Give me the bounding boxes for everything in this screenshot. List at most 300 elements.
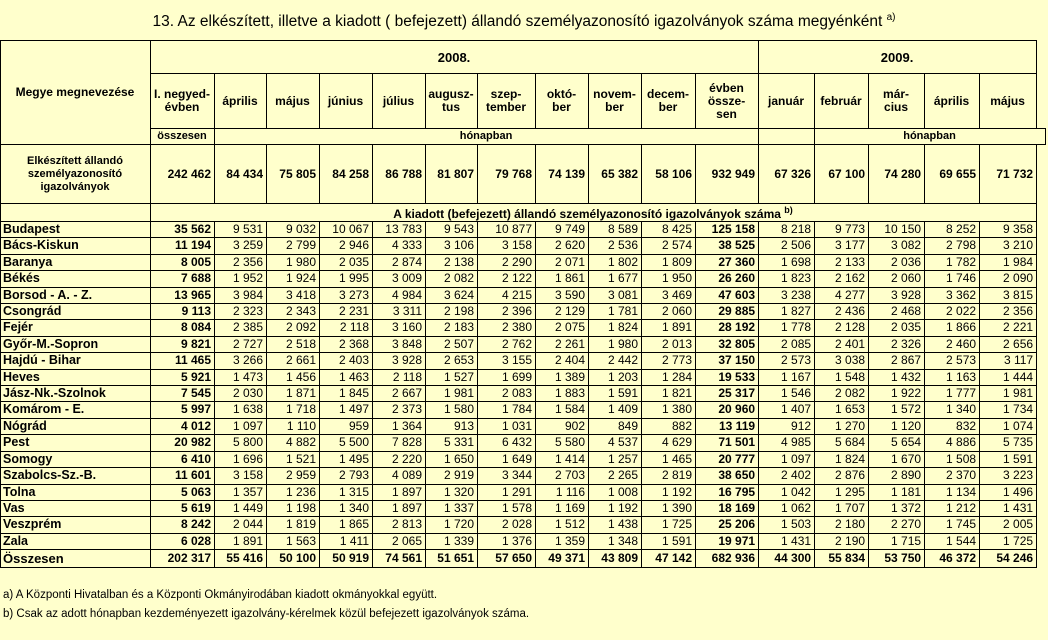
county-name: Komárom - E. [1,402,151,418]
value-cell: 3 928 [373,353,426,369]
value-cell: 1 376 [478,533,536,549]
value-cell: 2 270 [869,517,925,533]
value-cell: 1 580 [426,402,478,418]
made-value-cell: 84 258 [320,145,373,204]
value-cell: 1 414 [536,451,589,467]
value-cell: 1 802 [589,254,642,270]
value-cell: 2 468 [869,304,925,320]
value-cell: 2 667 [373,386,426,402]
value-cell: 3 158 [215,468,267,484]
value-cell: 1 572 [869,402,925,418]
made-value-cell: 84 434 [215,145,267,204]
table-row [1,222,1046,238]
value-cell: 2 620 [536,238,589,254]
value-cell: 2 574 [642,238,696,254]
value-cell: 3 362 [925,287,980,303]
table-row [1,517,1046,533]
value-cell: 1 120 [869,418,925,434]
value-cell: 3 117 [980,353,1037,369]
value-cell: 1 508 [925,451,980,467]
value-cell: 8 589 [589,222,642,238]
table-row [1,271,1046,287]
table-row [1,484,1046,500]
value-cell: 3 223 [980,468,1037,484]
footnote-b: b) Csak az adott hónapban kezdeményezett igazolvány-kérelmek közül befejezett igazolványok száma. [3,608,530,620]
made-value-cell: 932 949 [696,145,759,204]
value-cell: 10 067 [320,222,373,238]
value-cell: 1 638 [215,402,267,418]
value-cell: 1 284 [642,369,696,385]
value-cell: 11 601 [151,468,215,484]
total-value-cell: 57 650 [478,550,536,568]
value-cell: 7 828 [373,435,426,451]
total-value-cell: 202 317 [151,550,215,568]
value-cell: 1 824 [815,451,869,467]
county-name: Heves [1,369,151,385]
made-value-cell: 74 280 [869,145,925,204]
data-table [0,40,1046,568]
county-name: Vas [1,500,151,516]
value-cell: 8 218 [759,222,815,238]
value-cell: 1 777 [925,386,980,402]
value-cell: 2 005 [980,517,1037,533]
value-cell: 2 265 [589,468,642,484]
total-value-cell: 74 561 [373,550,426,568]
value-cell: 2 380 [478,320,536,336]
value-cell: 2 404 [536,353,589,369]
value-cell: 2 396 [478,304,536,320]
value-cell: 1 181 [869,484,925,500]
title-footnote-mark: a) [886,12,896,23]
total-value-cell: 47 142 [642,550,696,568]
total-value-cell: 51 651 [426,550,478,568]
value-cell: 13 965 [151,287,215,303]
value-cell: 2 030 [215,386,267,402]
month-header-2008: szep-tember [478,74,536,129]
value-cell: 2 798 [925,238,980,254]
table-title [0,0,1048,38]
value-cell: 3 984 [215,287,267,303]
value-cell: 1 527 [426,369,478,385]
made-value-cell: 74 139 [536,145,589,204]
total-row [1,550,1046,568]
value-cell: 2 876 [815,468,869,484]
county-name: Pest [1,435,151,451]
value-cell: 2 401 [815,336,869,352]
county-column-header: Megye megnevezése [1,41,151,145]
value-cell: 2 118 [373,369,426,385]
value-cell: 28 192 [696,320,759,336]
value-cell: 1 192 [589,500,642,516]
value-cell: 7 545 [151,386,215,402]
month-header-2008: július [373,74,426,129]
county-name: Tolna [1,484,151,500]
value-cell: 902 [536,418,589,434]
value-cell: 5 619 [151,500,215,516]
value-cell: 1 167 [759,369,815,385]
value-cell: 6 028 [151,533,215,549]
total-label: Összesen [1,550,151,568]
county-name: Jász-Nk.-Szolnok [1,386,151,402]
osszesen-subheader: összesen [151,129,215,145]
value-cell: 1 463 [320,369,373,385]
value-cell: 1 725 [980,533,1037,549]
value-cell: 8 084 [151,320,215,336]
value-cell: 1 449 [215,500,267,516]
value-cell: 5 684 [815,435,869,451]
value-cell: 1 734 [980,402,1037,418]
value-cell: 1 845 [320,386,373,402]
value-cell: 3 155 [478,353,536,369]
value-cell: 3 160 [373,320,426,336]
value-cell: 1 546 [759,386,815,402]
value-cell: 1 746 [925,271,980,287]
value-cell: 1 698 [759,254,815,270]
value-cell: 2 773 [642,353,696,369]
value-cell: 1 745 [925,517,980,533]
value-cell: 2 867 [869,353,925,369]
value-cell: 1 134 [925,484,980,500]
value-cell: 5 800 [215,435,267,451]
value-cell: 2 518 [267,336,320,352]
value-cell: 2 356 [980,304,1037,320]
value-cell: 3 848 [373,336,426,352]
value-cell: 9 032 [267,222,320,238]
value-cell: 1 984 [980,254,1037,270]
value-cell: 1 372 [869,500,925,516]
table-row [1,320,1046,336]
value-cell: 2 890 [869,468,925,484]
county-name: Veszprém [1,517,151,533]
total-value-cell: 682 936 [696,550,759,568]
value-cell: 1 591 [642,533,696,549]
value-cell: 3 238 [759,287,815,303]
month-header-2008: októ-ber [536,74,589,129]
value-cell: 1 922 [869,386,925,402]
month-header-2009: április [925,74,980,129]
value-cell: 1 897 [373,484,426,500]
value-cell: 3 469 [642,287,696,303]
value-cell: 5 063 [151,484,215,500]
month-header-2008: decem-ber [642,74,696,129]
total-value-cell: 46 372 [925,550,980,568]
table-row [1,369,1046,385]
value-cell: 125 158 [696,222,759,238]
value-cell: 1 544 [925,533,980,549]
value-cell: 2 819 [642,468,696,484]
value-cell: 849 [589,418,642,434]
value-cell: 2 356 [215,254,267,270]
value-cell: 3 590 [536,287,589,303]
year-2009-header: 2009. [759,41,1037,74]
value-cell: 1 337 [426,500,478,516]
value-cell: 1 389 [536,369,589,385]
value-cell: 5 331 [426,435,478,451]
table-row [1,418,1046,434]
value-cell: 13 783 [373,222,426,238]
honapban-subheader-2009: hónapban [815,129,1046,145]
value-cell: 4 012 [151,418,215,434]
value-cell: 2 035 [869,320,925,336]
value-cell: 2 442 [589,353,642,369]
made-value-cell: 81 807 [426,145,478,204]
value-cell: 2 919 [426,468,478,484]
value-cell: 1 495 [320,451,373,467]
value-cell: 2 162 [815,271,869,287]
made-value-cell: 71 732 [980,145,1037,204]
made-value-cell: 67 326 [759,145,815,204]
table-row [1,468,1046,484]
county-name: Hajdú - Bihar [1,353,151,369]
value-cell: 1 782 [925,254,980,270]
value-cell: 2 022 [925,304,980,320]
value-cell: 4 537 [589,435,642,451]
value-cell: 2 082 [815,386,869,402]
value-cell: 1 497 [320,402,373,418]
value-cell: 1 315 [320,484,373,500]
value-cell: 1 725 [642,517,696,533]
total-value-cell: 55 834 [815,550,869,568]
value-cell: 3 038 [815,353,869,369]
value-cell: 2 065 [373,533,426,549]
value-cell: 1 062 [759,500,815,516]
value-cell: 2 128 [815,320,869,336]
value-cell: 4 886 [925,435,980,451]
q1-header: I. negyed-évben [151,74,215,129]
value-cell: 4 277 [815,287,869,303]
value-cell: 2 035 [320,254,373,270]
month-header-2008: június [320,74,373,129]
value-cell: 4 984 [373,287,426,303]
total-value-cell: 53 750 [869,550,925,568]
value-cell: 1 496 [980,484,1037,500]
value-cell: 1 823 [759,271,815,287]
made-value-cell: 67 100 [815,145,869,204]
month-header-2008: április [215,74,267,129]
value-cell: 2 060 [869,271,925,287]
county-name: Csongrád [1,304,151,320]
total-value-cell: 44 300 [759,550,815,568]
value-cell: 2 959 [267,468,320,484]
value-cell: 3 009 [373,271,426,287]
table-row [1,500,1046,516]
value-cell: 2 013 [642,336,696,352]
value-cell: 913 [426,418,478,434]
value-cell: 2 129 [536,304,589,320]
value-cell: 1 512 [536,517,589,533]
county-name: Borsod - A. - Z. [1,287,151,303]
value-cell: 1 980 [267,254,320,270]
value-cell: 2 028 [478,517,536,533]
made-value-cell: 65 382 [589,145,642,204]
value-cell: 832 [925,418,980,434]
value-cell: 1 444 [980,369,1037,385]
value-cell: 2 133 [815,254,869,270]
value-cell: 2 323 [215,304,267,320]
value-cell: 2 085 [759,336,815,352]
value-cell: 1 677 [589,271,642,287]
made-value-cell: 242 462 [151,145,215,204]
table-row [1,336,1046,352]
value-cell: 4 882 [267,435,320,451]
value-cell: 1 390 [642,500,696,516]
value-cell: 29 885 [696,304,759,320]
value-cell: 71 501 [696,435,759,451]
value-cell: 1 198 [267,500,320,516]
annual-total-header: évben össze-sen [696,74,759,129]
total-value-cell: 49 371 [536,550,589,568]
title-text: 13. Az elkészített, illetve a kiadott ( befejezett) állandó személyazonosító igazolványok száma megyénként [152,13,883,30]
value-cell: 3 311 [373,304,426,320]
value-cell: 2 060 [642,304,696,320]
value-cell: 2 460 [925,336,980,352]
value-cell: 1 042 [759,484,815,500]
value-cell: 1 432 [869,369,925,385]
value-cell: 3 624 [426,287,478,303]
value-cell: 4 215 [478,287,536,303]
value-cell: 1 097 [215,418,267,434]
value-cell: 3 344 [478,468,536,484]
value-cell: 13 119 [696,418,759,434]
value-cell: 1 924 [267,271,320,287]
value-cell: 2 946 [320,238,373,254]
month-header-2008: május [267,74,320,129]
value-cell: 3 259 [215,238,267,254]
value-cell: 25 317 [696,386,759,402]
value-cell: 2 326 [869,336,925,352]
value-cell: 912 [759,418,815,434]
value-cell: 20 777 [696,451,759,467]
value-cell: 2 874 [373,254,426,270]
value-cell: 2 370 [925,468,980,484]
value-cell: 2 190 [815,533,869,549]
value-cell: 1 548 [815,369,869,385]
value-cell: 1 866 [925,320,980,336]
value-cell: 26 260 [696,271,759,287]
value-cell: 2 343 [267,304,320,320]
value-cell: 4 985 [759,435,815,451]
county-name: Nógrád [1,418,151,434]
value-cell: 1 438 [589,517,642,533]
total-value-cell: 50 100 [267,550,320,568]
value-cell: 1 865 [320,517,373,533]
value-cell: 11 465 [151,353,215,369]
value-cell: 1 110 [267,418,320,434]
value-cell: 1 465 [642,451,696,467]
value-cell: 5 580 [536,435,589,451]
value-cell: 1 696 [215,451,267,467]
value-cell: 1 824 [589,320,642,336]
value-cell: 5 654 [869,435,925,451]
value-cell: 1 809 [642,254,696,270]
value-cell: 32 805 [696,336,759,352]
total-value-cell: 54 246 [980,550,1037,568]
value-cell: 3 266 [215,353,267,369]
value-cell: 18 169 [696,500,759,516]
value-cell: 2 661 [267,353,320,369]
table-row [1,254,1046,270]
value-cell: 1 591 [980,451,1037,467]
value-cell: 37 150 [696,353,759,369]
value-cell: 1 031 [478,418,536,434]
value-cell: 1 203 [589,369,642,385]
value-cell: 3 210 [980,238,1037,254]
value-cell: 2 703 [536,468,589,484]
value-cell: 2 261 [536,336,589,352]
value-cell: 1 819 [267,517,320,533]
value-cell: 1 212 [925,500,980,516]
table-row [1,435,1046,451]
value-cell: 1 891 [215,533,267,549]
value-cell: 2 403 [320,353,373,369]
value-cell: 1 649 [478,451,536,467]
value-cell: 1 591 [589,386,642,402]
value-cell: 3 815 [980,287,1037,303]
value-cell: 2 183 [426,320,478,336]
value-cell: 1 699 [478,369,536,385]
value-cell: 1 821 [642,386,696,402]
value-cell: 2 082 [426,271,478,287]
table-row [1,402,1046,418]
value-cell: 1 650 [426,451,478,467]
value-cell: 1 163 [925,369,980,385]
table-row [1,287,1046,303]
value-cell: 1 257 [589,451,642,467]
value-cell: 2 118 [320,320,373,336]
value-cell: 6 410 [151,451,215,467]
issued-banner-text: A kiadott (befejezett) állandó személyazonosító igazolványok száma [393,206,781,221]
value-cell: 3 928 [869,287,925,303]
made-value-cell: 75 805 [267,145,320,204]
county-name: Somogy [1,451,151,467]
value-cell: 1 364 [373,418,426,434]
county-name: Fejér [1,320,151,336]
value-cell: 1 563 [267,533,320,549]
value-cell: 1 707 [815,500,869,516]
table-row [1,451,1046,467]
value-cell: 2 368 [320,336,373,352]
value-cell: 959 [320,418,373,434]
value-cell: 1 295 [815,484,869,500]
value-cell: 3 082 [869,238,925,254]
made-value-cell: 69 655 [925,145,980,204]
value-cell: 1 116 [536,484,589,500]
banner-blank-cell [1,204,151,222]
value-cell: 2 198 [426,304,478,320]
value-cell: 1 291 [478,484,536,500]
value-cell: 1 981 [980,386,1037,402]
value-cell: 3 273 [320,287,373,303]
value-cell: 5 500 [320,435,373,451]
value-cell: 8 005 [151,254,215,270]
value-cell: 20 960 [696,402,759,418]
value-cell: 1 653 [815,402,869,418]
value-cell: 9 543 [426,222,478,238]
value-cell: 1 456 [267,369,320,385]
footnote-a: a) A Központi Hivatalban és a Központi Okmányirodában kiadott okmányokkal együtt. [3,589,438,601]
value-cell: 2 220 [373,451,426,467]
county-name: Szabolcs-Sz.-B. [1,468,151,484]
value-cell: 8 252 [925,222,980,238]
value-cell: 47 603 [696,287,759,303]
value-cell: 2 799 [267,238,320,254]
value-cell: 9 749 [536,222,589,238]
issued-banner-footnote-mark: b) [784,204,793,215]
value-cell: 8 425 [642,222,696,238]
value-cell: 20 982 [151,435,215,451]
annual-subheader-blank [759,129,815,145]
table-row [1,533,1046,549]
